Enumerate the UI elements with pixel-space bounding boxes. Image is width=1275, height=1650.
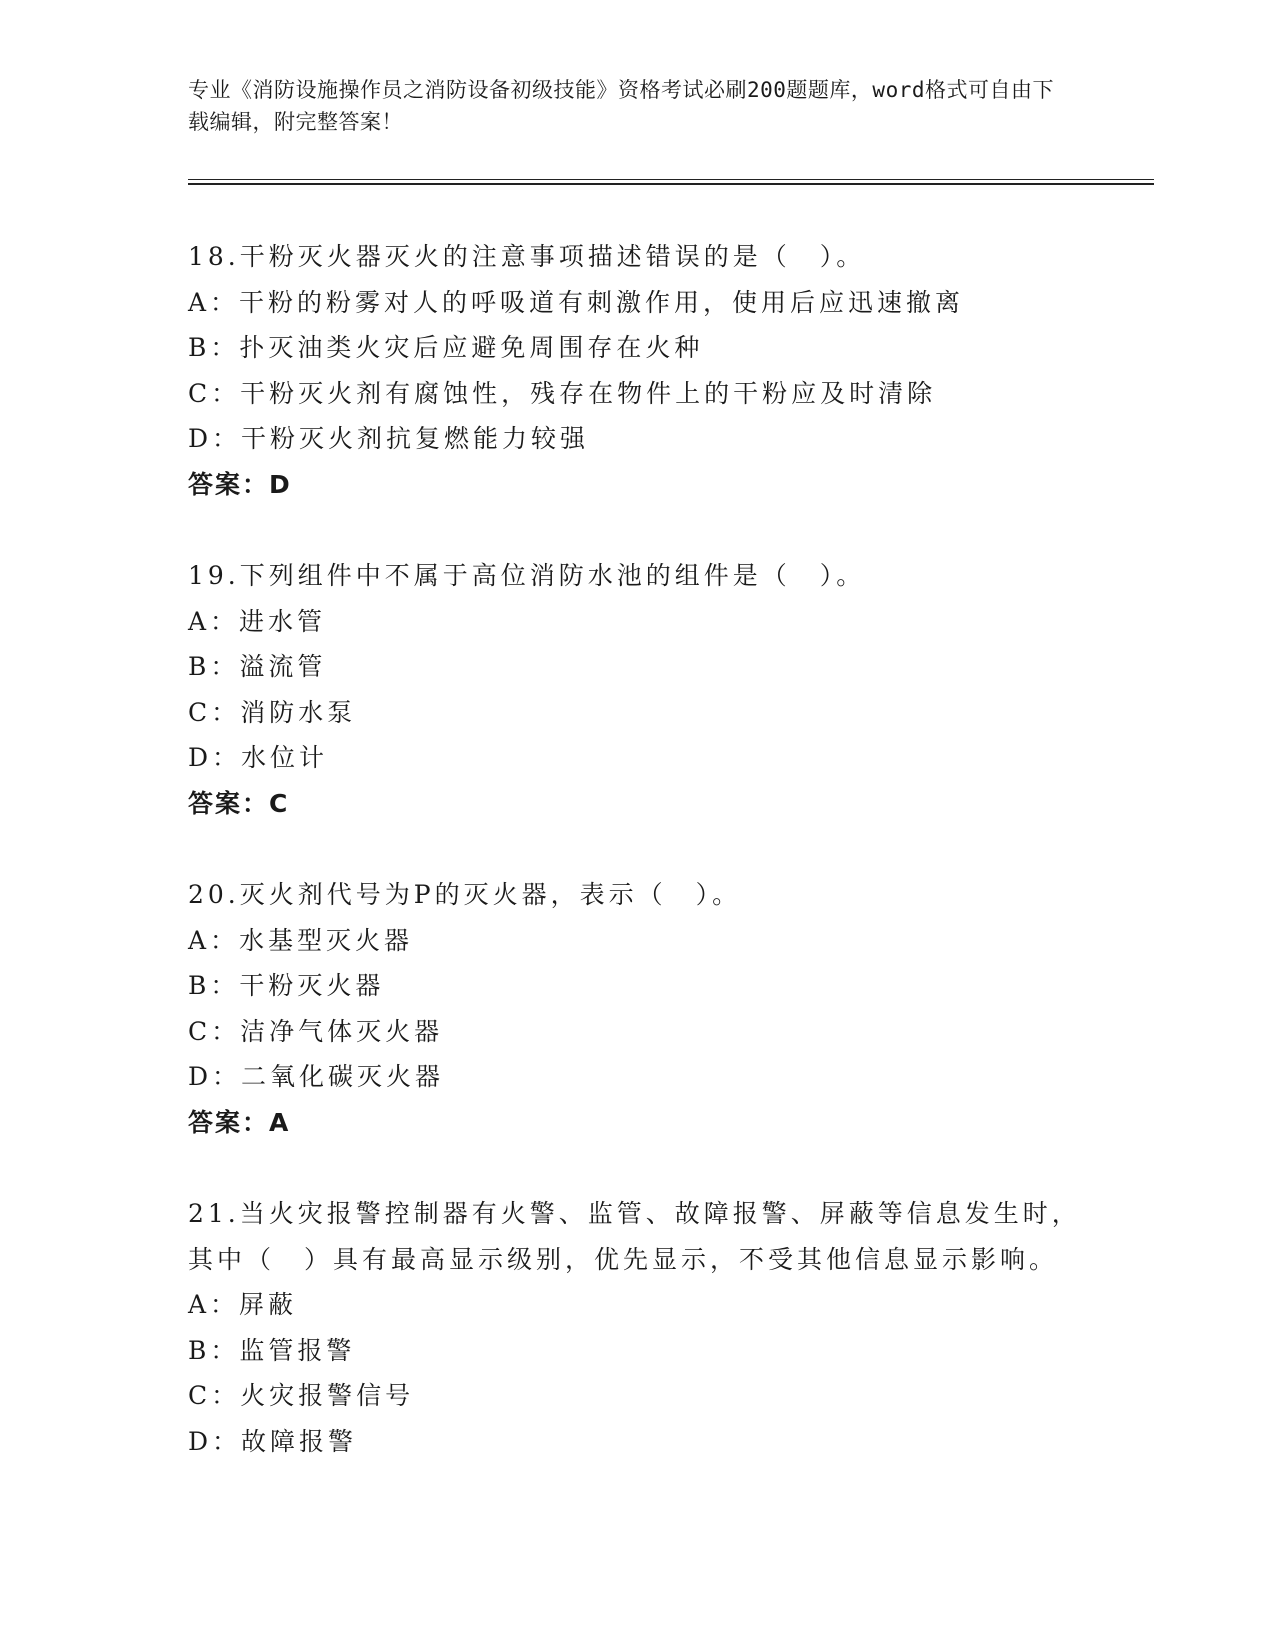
question-21 (188, 1191, 1148, 1464)
option-b: B：干粉灭火器 (188, 971, 385, 1000)
header-divider-thin (188, 179, 1154, 180)
option-a: A：干粉的粉雾对人的呼吸道有刺激作用，使用后应迅速撤离 (188, 287, 965, 317)
option-d: D：故障报警 (188, 1426, 358, 1456)
option-a: A：进水管 (188, 606, 327, 636)
option-d: D：二氧化碳灭火器 (188, 1062, 445, 1091)
option-c: C：火灾报警信号 (188, 1381, 415, 1410)
option-d: D：水位计 (188, 743, 329, 772)
option-b: B：扑灭油类火灾后应避免周围存在火种 (188, 333, 704, 362)
question-stem: 19.下列组件中不属于高位消防水池的组件是（ ）。 (188, 561, 866, 590)
question-list (188, 234, 1148, 1510)
header-divider-thick (188, 183, 1154, 185)
question-stem-line-2: 其中（ ）具有最高显示级别，优先显示，不受其他信息显示影响。 (188, 1244, 1059, 1274)
answer-line: 答案：A (188, 1107, 291, 1137)
answer-line: 答案：C (188, 788, 290, 818)
answer-line: 答案：D (188, 469, 292, 499)
option-a: A：水基型灭火器 (188, 925, 414, 955)
option-c: C：消防水泵 (188, 697, 357, 727)
option-d: D：干粉灭火剂抗复燃能力较强 (188, 424, 590, 453)
question-20 (188, 872, 1148, 1145)
question-stem: 18.干粉灭火器灭火的注意事项描述错误的是（ ）。 (188, 242, 866, 271)
option-a: A：屏蔽 (188, 1290, 298, 1319)
option-b: B：监管报警 (188, 1335, 356, 1365)
option-c: C：洁净气体灭火器 (188, 1016, 444, 1046)
option-b: B：溢流管 (188, 652, 327, 681)
question-19 (188, 553, 1148, 826)
question-stem: 20.灭火剂代号为P的灭火器，表示（ ）。 (188, 880, 742, 909)
question-stem-line-1: 21.当火灾报警控制器有火警、监管、故障报警、屏蔽等信息发生时， (188, 1199, 1081, 1228)
question-18 (188, 234, 1148, 507)
document-intro: 专业《消防设施操作员之消防设备初级技能》资格考试必刷200题题库，word格式可自由下载编辑，附完整答案！ (188, 78, 1054, 134)
option-c: C：干粉灭火剂有腐蚀性，残存在物件上的干粉应及时清除 (188, 378, 937, 408)
